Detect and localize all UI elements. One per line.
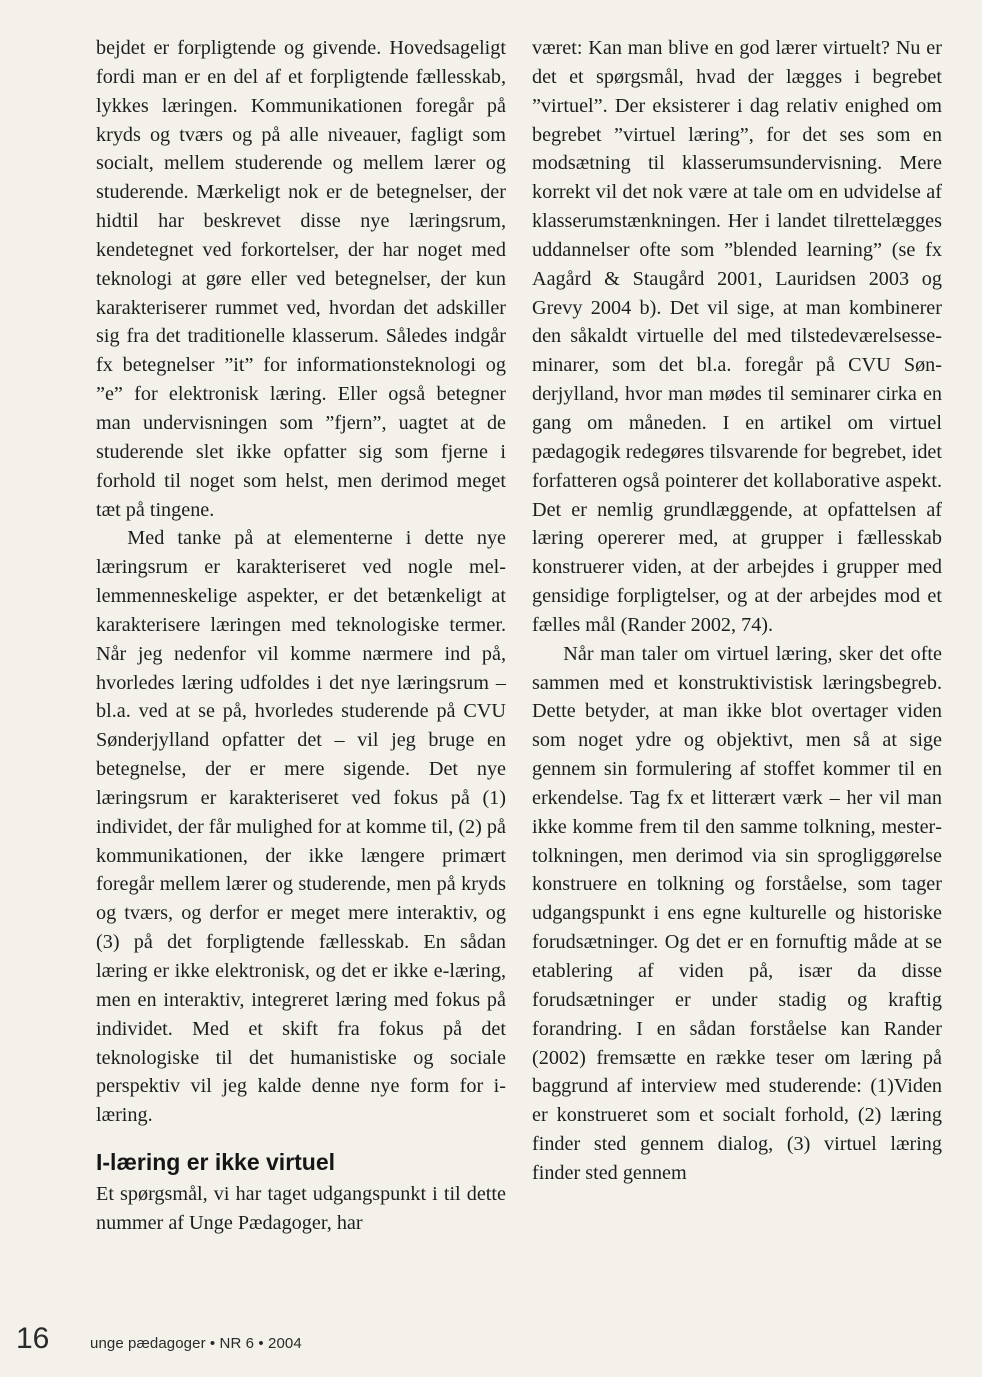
- right-column: [532, 34, 942, 1188]
- page-number: 16: [16, 1322, 50, 1355]
- section-heading: I-læring er ikke virtuel: [96, 1149, 336, 1176]
- publication-info: unge pædagoger • NR 6 • 2004: [90, 1335, 302, 1352]
- left-column: [96, 34, 506, 1238]
- page-footer: [16, 1322, 302, 1356]
- body-paragraph: Med tanke på at elementerne i dette nye læringsrum er karakteriseret ved nogle mellemmenneskelige aspekter, er det betænkeligt at karakterisere læringen med teknologiske termer. Når jeg nedenfor vil komme nærmere ind på, hvorledes læring udfoldes i det nye læringsrum – bl.a. ved at se på, hvorledes studerende på CVU Sønderjylland opfatter det – vil jeg bruge en betegnelse, der er mere sigende. Det nye læringsrum er karakteriseret ved fokus på (1) individet, der får mulighed for at komme til, (2) på kommunikationen, der ikke længere primært foregår mellem lærer og studerende, men på kryds og tværs, og derfor er meget mere interaktiv, og (3) på det forpligtende fællesskab. En sådan læring er ikke elektronisk, og det er ikke e-læring, men en interaktiv, integreret læring med fokus på individet. Med et skift fra fokus på det teknologiske til det humanistiske og sociale perspektiv vil jeg kalde denne nye form for i-læring.: [96, 527, 506, 1127]
- body-paragraph: Når man taler om virtuel læring, sker det ofte sammen med et konstruktivistisk læringsbegreb. Dette betyder, at man ikke blot overtager viden som noget ydre og objektivt, men så at sige gennem sin formulering af stoffet kommer til en erkendelse. Tag fx et litterært værk – her vil man ikke komme frem til den samme tolkning, mestertolkningen, men derimod via sin sprogliggørelse konstruere en tolkning og forståelse, som tager udgangspunkt i ens egne kulturelle og historiske forudsætninger. Og det er en fornuftig måde at se etablering af viden på, især da disse forudsætninger er under stadig og kraftig forandring. I en sådan forståelse kan Rander (2002) fremsætte en række teser om læring på baggrund af interview med studerende: (1)Viden er konstrueret som et socialt forhold, (2) læring finder sted gennem dialog, (3) virtuel læring finder sted gennem: [532, 642, 942, 1184]
- body-paragraph: været: Kan man blive en god lærer virtuelt? Nu er det et spørgsmål, hvad der lægges i begrebet ”virtuel”. Der eksisterer i dag relativ enighed om begrebet ”virtuel læring”, for det ses som en modsætning til klasserumsundervisning. Mere korrekt vil det nok være at tale om en udvidelse af klasserumstænkningen. Her i landet tilrettelægges uddannelser ofte som ”blended learning” (se fx Aagård & Staugård 2001, Lauridsen 2003 og Grevy 2004 b). Det vil sige, at man kombinerer den såkaldt virtuelle del med tilstedeværelsesseminarer, som det bl.a. foregår på CVU Sønderjylland, hvor man mødes til seminarer cirka en gang om måneden. I en artikel om virtuel pædagogik redegøres tilsvarende for begrebet, idet forfatteren også pointerer det kollaborative aspekt. Det er nemlig grundlæggende, at opfattelsen af læring opererer med, at grupper i fællesskab konstruerer viden, at der arbejdes i grupper med gensidige forpligtelser, og at der arbejdes mod et fælles mål (Rander 2002, 74).: [532, 37, 942, 636]
- body-paragraph: Et spørgsmål, vi har taget udgangspunkt i til dette nummer af Unge Pædagoger, har: [96, 1183, 506, 1234]
- body-paragraph: bejdet er forpligtende og givende. Hovedsageligt fordi man er en del af et forpligtende fællesskab, lykkes læringen. Kommunikationen foregår på kryds og tværs og på alle niveauer, fagligt som socialt, mellem studerende og mellem lærer og studerende. Mærkeligt nok er de betegnelser, der hidtil har beskrevet disse nye læringsrum, kendetegnet ved forkortelser, der har noget med teknologi at gøre eller ved betegnelser, der kun karakteriserer rummet ved, hvordan det adskiller sig fra det traditionelle klasserum. Således indgår fx betegnelser ”it” for informationsteknologi og ”e” for elektronisk læring. Eller også betegner man undervisningen som ”fjern”, uagtet at de studerende slet ikke opfatter sig som fjerne i forhold til noget som helst, men derimod meget tæt på tingene.: [96, 37, 506, 521]
